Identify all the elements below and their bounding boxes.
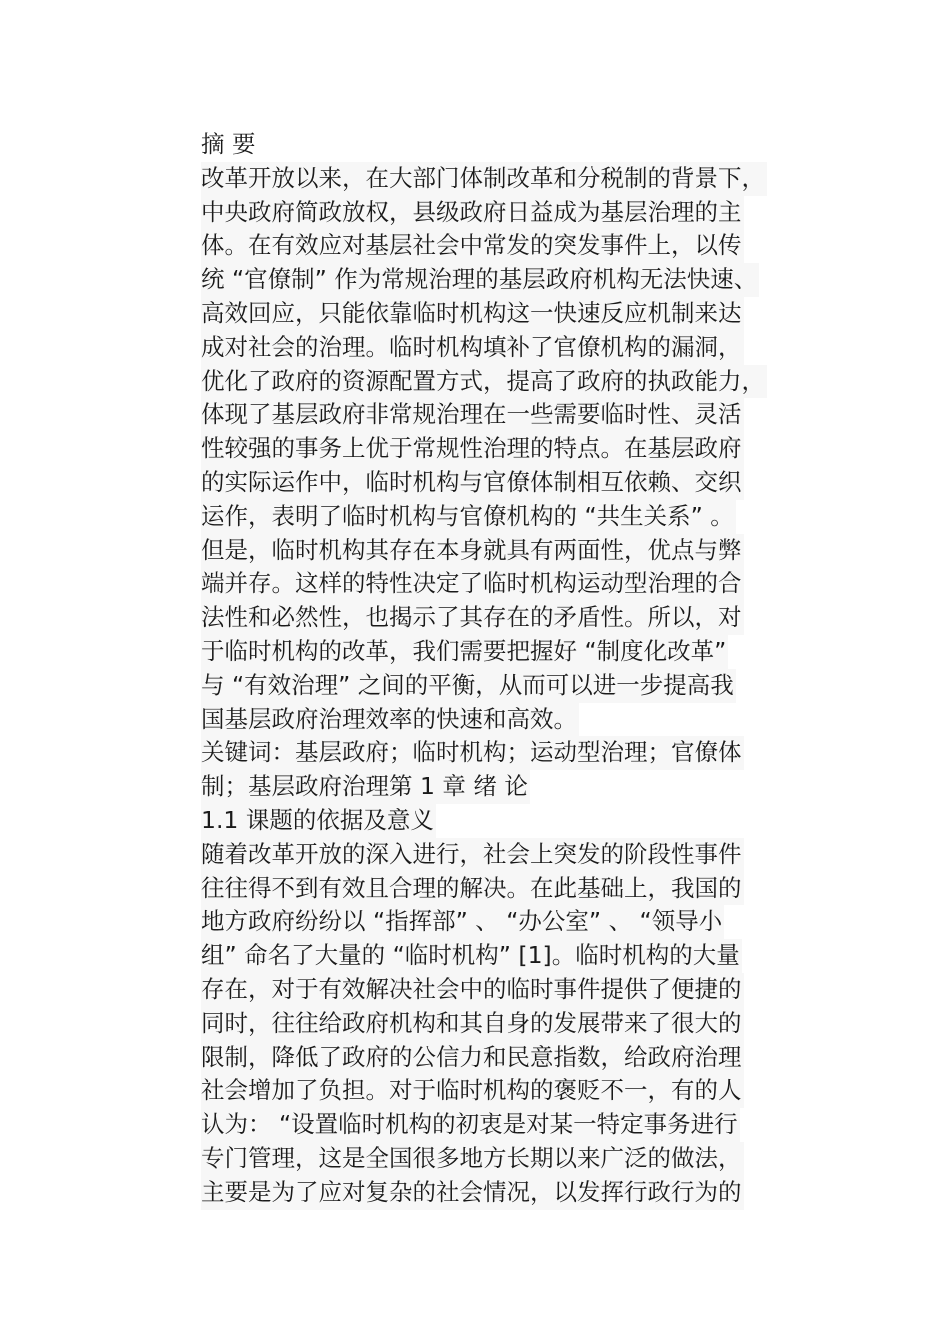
- abstract-line: 成对社会的治理。临时机构填补了官僚机构的漏洞，: [201, 331, 821, 365]
- body-line: 往往得不到有效且合理的解决。在此基础上，我国的: [201, 872, 821, 906]
- body-line: 限制，降低了政府的公信力和民意指数，给政府治理: [201, 1041, 821, 1075]
- document-body: [201, 128, 821, 1210]
- abstract-heading: 摘 要: [201, 130, 256, 158]
- abstract-line: 与 “有效治理” 之间的平衡，从而可以进一步提高我: [201, 669, 821, 703]
- body-line: 组” 命名了大量的 “临时机构” [1]。临时机构的大量: [201, 939, 821, 973]
- body-line: 主要是为了应对复杂的社会情况，以发挥行政行为的: [201, 1176, 821, 1210]
- abstract-line: 中央政府简政放权，县级政府日益成为基层治理的主: [201, 196, 821, 230]
- abstract-line: 运作，表明了临时机构与官僚机构的 “共生关系” 。: [201, 500, 821, 534]
- abstract-line: 高效回应，只能依靠临时机构这一快速反应机制来达: [201, 297, 821, 331]
- body-line: 专门管理，这是全国很多地方长期以来广泛的做法，: [201, 1142, 821, 1176]
- body-line: 存在，对于有效解决社会中的临时事件提供了便捷的: [201, 973, 821, 1007]
- abstract-line: 优化了政府的资源配置方式，提高了政府的执政能力，: [201, 365, 821, 399]
- abstract-line: 国基层政府治理效率的快速和高效。: [201, 703, 821, 737]
- abstract-line: 于临时机构的改革，我们需要把握好 “制度化改革”: [201, 635, 821, 669]
- section-heading: 1.1 课题的依据及意义: [201, 804, 821, 838]
- keywords-line: 关键词：基层政府；临时机构；运动型治理；官僚体: [201, 736, 821, 770]
- keywords-line: 制；基层政府治理第 1 章 绪 论: [201, 770, 821, 804]
- abstract-line: 但是，临时机构其存在本身就具有两面性，优点与弊: [201, 534, 821, 568]
- body-line: 随着改革开放的深入进行，社会上突发的阶段性事件: [201, 838, 821, 872]
- abstract-line: 统 “官僚制” 作为常规治理的基层政府机构无法快速、: [201, 263, 821, 297]
- body-line: 认为： “设置临时机构的初衷是对某一特定事务进行: [201, 1108, 821, 1142]
- abstract-line: 的实际运作中，临时机构与官僚体制相互依赖、交织: [201, 466, 821, 500]
- abstract-line: 法性和必然性，也揭示了其存在的矛盾性。所以，对: [201, 601, 821, 635]
- body-line: 社会增加了负担。对于临时机构的褒贬不一，有的人: [201, 1074, 821, 1108]
- abstract-line: 端并存。这样的特性决定了临时机构运动型治理的合: [201, 567, 821, 601]
- body-line: 地方政府纷纷以 “指挥部” 、 “办公室” 、 “领导小: [201, 905, 821, 939]
- abstract-line: 性较强的事务上优于常规性治理的特点。在基层政府: [201, 432, 821, 466]
- abstract-line: 改革开放以来，在大部门体制改革和分税制的背景下，: [201, 162, 821, 196]
- abstract-line: 体现了基层政府非常规治理在一些需要临时性、灵活: [201, 398, 821, 432]
- body-line: 同时，往往给政府机构和其自身的发展带来了很大的: [201, 1007, 821, 1041]
- abstract-line: 体。在有效应对基层社会中常发的突发事件上，以传: [201, 229, 821, 263]
